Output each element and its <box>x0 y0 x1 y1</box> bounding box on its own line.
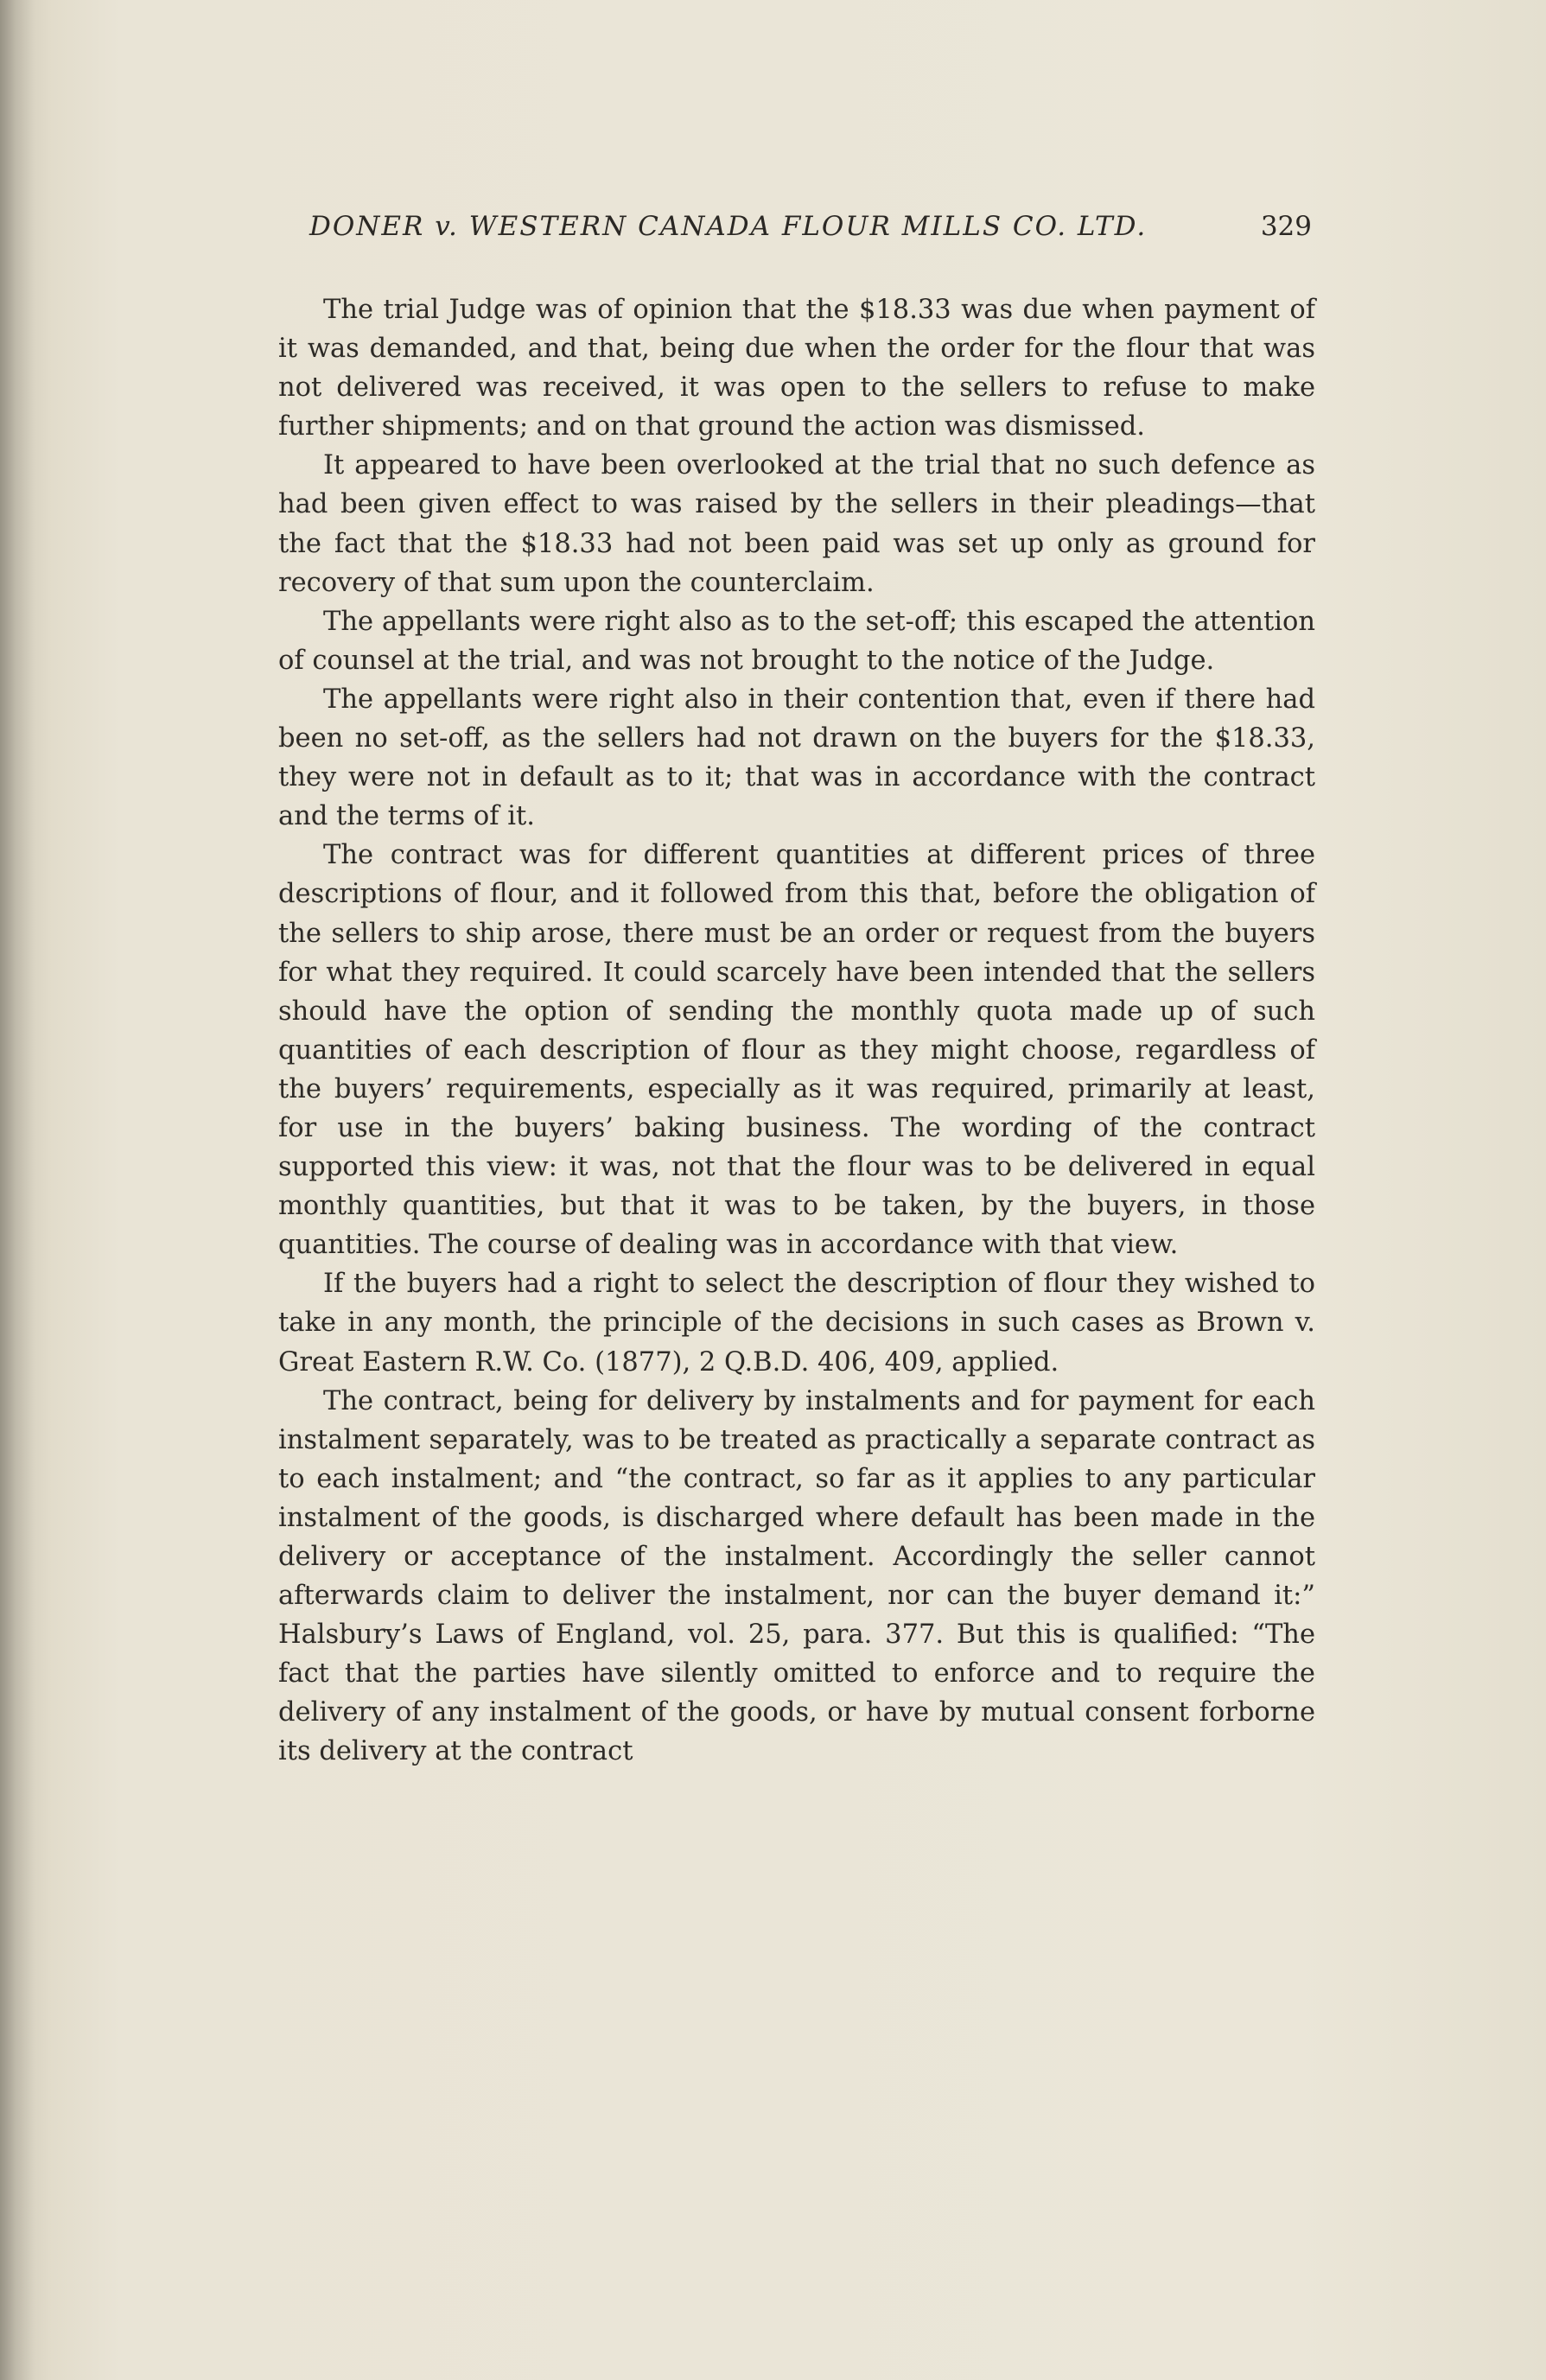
paragraph: The contract, being for delivery by instalments and for payment for each instalment separately, was to be treated as practically a separate contract as to each instalment; and “the contract, so far as it applies to any particular instalment of the goods, is discharged where default has been made in the delivery or acceptance of the instalment. Accordingly the seller cannot afterwards claim to deliver the instalment, nor can the buyer demand it:” Halsbury’s Laws of England, vol. 25, para. 377. But this is qualified: “The fact that the parties have silently omitted to enforce and to require the delivery of any instalment of the goods, or have by mutual consent forborne its delivery at the contract <box>278 1385 1315 1767</box>
body-text <box>278 290 1315 1772</box>
paragraph: The contract was for different quantities at different prices of three descriptions of flour, and it followed from this that, before the obligation of the sellers to ship arose, there must be an order or request from the buyers for what they required. It could scarcely have been intended that the sellers should have the option of sending the monthly quota made up of such quantities of each description of flour as they might choose, regardless of the buyers’ requirements, especially as it was required, primarily at least, for use in the buyers’ baking business. The wording of the contract supported this view: it was, not that the flour was to be delivered in equal monthly quantities, but that it was to be taken, by the buyers, in those quantities. The course of dealing was in accordance with that view. <box>278 840 1315 1261</box>
paragraph: The appellants were right also in their contention that, even if there had been no set-off, as the sellers had not drawn on the buyers for the $18.33, they were not in default as to it; that was in accordance with the contract and the terms of it. <box>278 684 1315 832</box>
binding-gutter-shadow <box>0 0 35 2380</box>
paragraph: If the buyers had a right to select the description of flour they wished to take in any month, the principle of the decisions in such cases as Brown v. Great Eastern R.W. Co. (1877), 2 Q.B.D. 406, 409, applied. <box>278 1269 1315 1378</box>
page-number: 329 <box>1260 211 1312 242</box>
running-head: DONER v. WESTERN CANADA FLOUR MILLS CO. LTD. <box>309 211 1148 242</box>
paragraph: The appellants were right also as to the set-off; this escaped the attention of counsel at the trial, and was not brought to the notice of the Judge. <box>278 606 1315 676</box>
paragraph: The trial Judge was of opinion that the $18.33 was due when payment of it was demanded, and that, being due when the order for the flour that was not delivered was received, it was open to the sellers to refuse to make further shipments; and on that ground the action was dismissed. <box>278 295 1315 442</box>
paragraph: It appeared to have been overlooked at the trial that no such defence as had been given effect to was raised by the sellers in their pleadings—that the fact that the $18.33 had not been paid was set up only as ground for recovery of that sum upon the counterclaim. <box>278 450 1315 598</box>
